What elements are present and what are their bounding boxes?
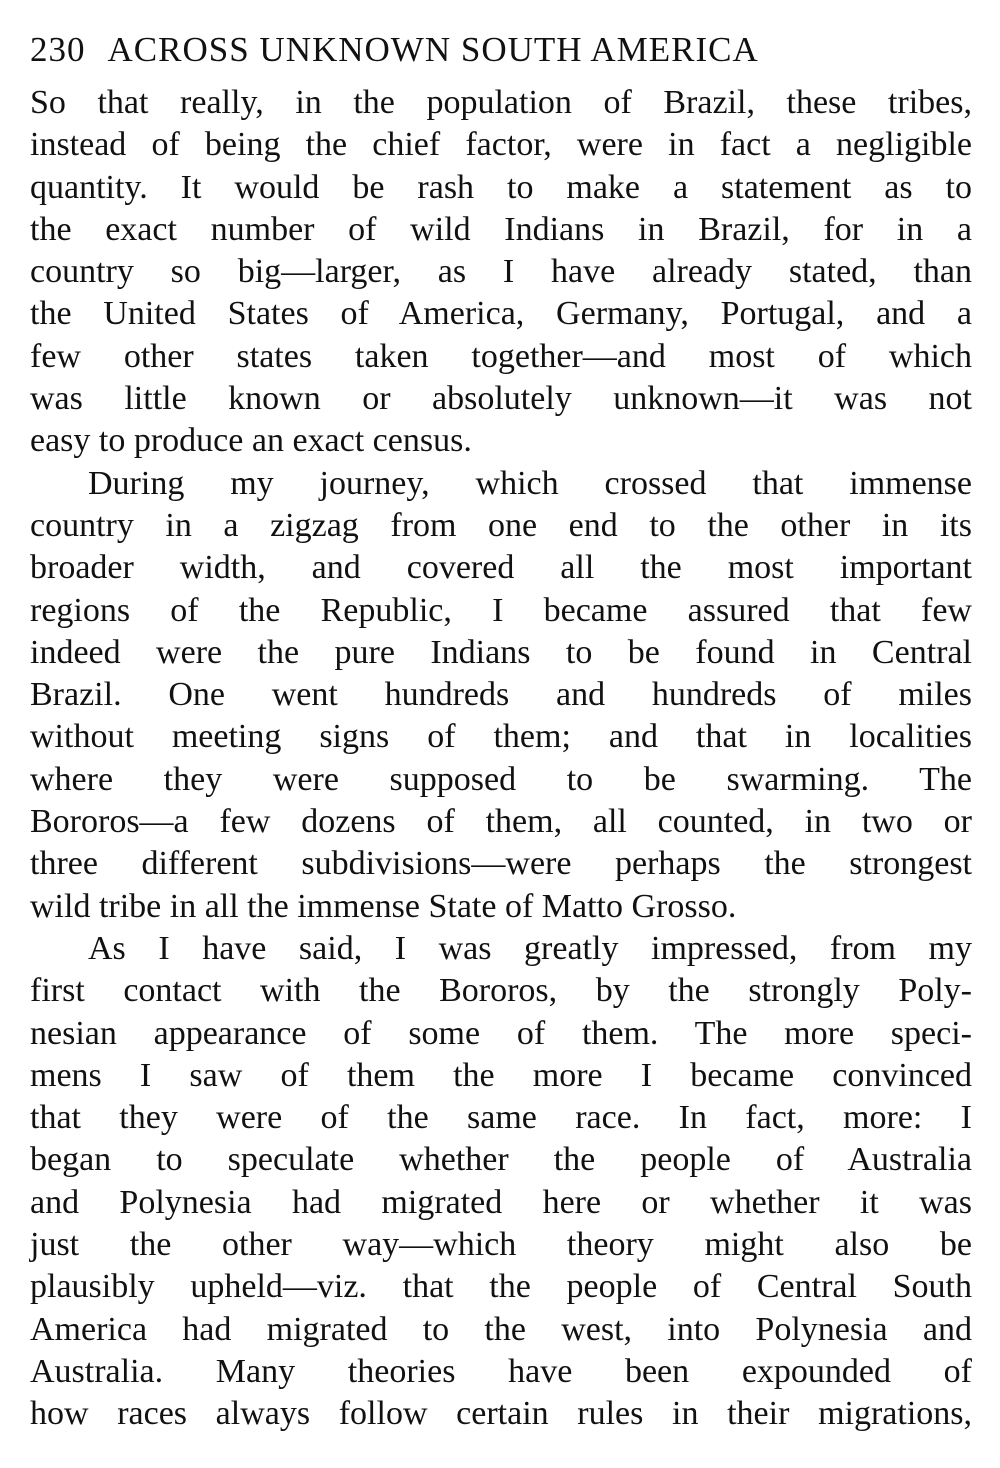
paragraph-1 (30, 82, 972, 463)
text-line: began to speculate whether the people of Australia (30, 1141, 972, 1179)
text-line: So that really, in the population of Brazil, these tribes, (30, 84, 972, 121)
text-line: without meeting signs of them; and that in localities (30, 718, 972, 756)
text-line: Bororos—a few dozens of them, all counted, in two or (30, 803, 972, 841)
text-line: the exact number of wild Indians in Brazil, for in a (30, 210, 972, 248)
text-line: easy to produce an exact census. (30, 422, 472, 460)
book-title: ACROSS UNKNOWN SOUTH AMERICA (107, 30, 759, 69)
text-line: and Polynesia had migrated here or whether it was (30, 1183, 972, 1221)
running-head (30, 28, 972, 82)
text-line: nesian appearance of some of them. The more speci- (30, 1014, 972, 1052)
text-line: indeed were the pure Indians to be found in Central (30, 633, 972, 671)
page-number: 230 (30, 30, 86, 69)
text-line: the United States of America, Germany, Portugal, and a (30, 295, 972, 333)
text-line: instead of being the chief factor, were in fact a negligible (30, 126, 972, 164)
text-line: country in a zigzag from one end to the other in its (30, 506, 972, 544)
text-line: was little known or absolutely unknown—it was not (30, 380, 972, 418)
text-line: As I have said, I was greatly impressed, from my (88, 929, 972, 967)
text-line: that they were of the same race. In fact, more: I (30, 1099, 972, 1137)
text-line: wild tribe in all the immense State of Matto Grosso. (30, 887, 737, 925)
text-line: mens I saw of them the more I became convinced (30, 1056, 972, 1094)
text-line: country so big—larger, as I have already stated, than (30, 253, 972, 291)
paragraph-3 (30, 928, 972, 1436)
text-line: America had migrated to the west, into Polynesia and (30, 1310, 972, 1348)
text-line: Brazil. One went hundreds and hundreds of miles (30, 676, 972, 714)
text-line: plausibly upheld—viz. that the people of Central South (30, 1268, 972, 1306)
text-line: broader width, and covered all the most important (30, 549, 972, 587)
text-line: how races always follow certain rules in their migrations, (30, 1395, 972, 1433)
text-line: three different subdivisions—were perhaps the strongest (30, 845, 972, 883)
paragraph-2 (30, 463, 972, 928)
text-line: quantity. It would be rash to make a statement as to (30, 168, 972, 206)
text-line: where they were supposed to be swarming. The (30, 760, 972, 798)
text-line: just the other way—which theory might also be (30, 1226, 972, 1264)
text-line: regions of the Republic, I became assured that few (30, 591, 972, 629)
text-line: Australia. Many theories have been expounded of (30, 1352, 972, 1390)
text-line: During my journey, which crossed that immense (88, 464, 972, 502)
text-line: first contact with the Bororos, by the strongly Poly- (30, 972, 972, 1010)
book-page (30, 28, 972, 1436)
text-line: few other states taken together—and most of which (30, 337, 972, 375)
